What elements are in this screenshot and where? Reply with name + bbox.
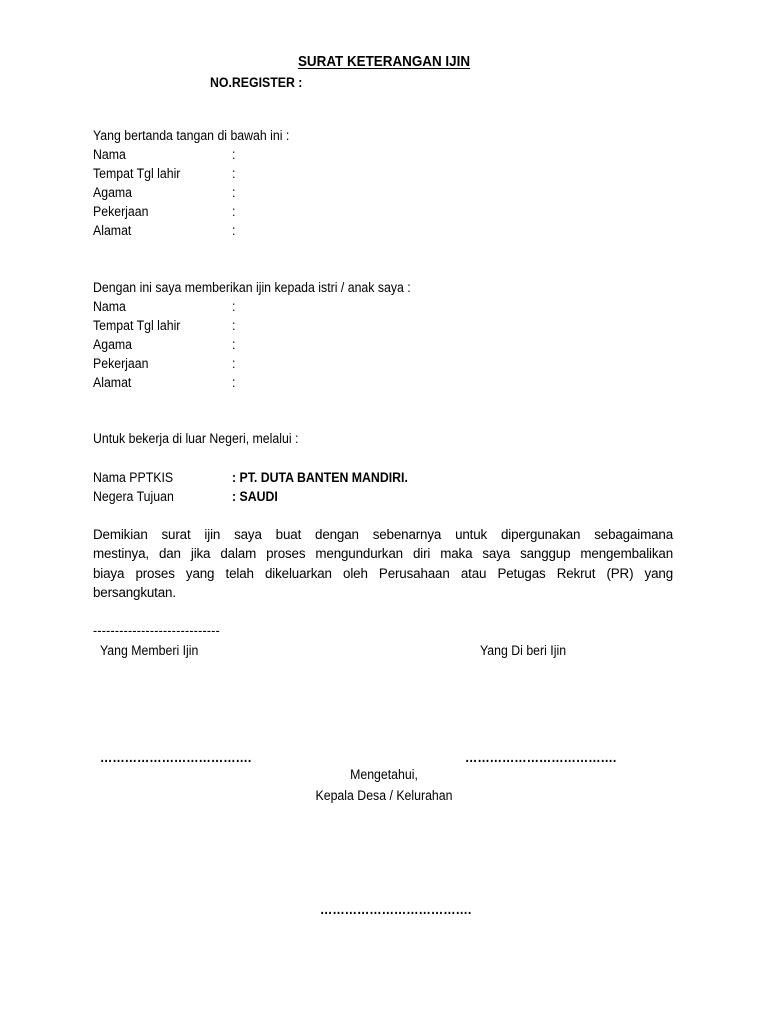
permission-intro: Dengan ini saya memberikan ijin kepada istri / anak saya : — [93, 280, 411, 295]
field-colon: : — [232, 147, 236, 162]
field-colon: : — [232, 185, 236, 200]
statement-line: bersangkutan. — [93, 585, 176, 600]
signatory-occupation-label: Pekerjaan — [93, 204, 149, 219]
permitted-religion-label: Agama — [93, 337, 133, 352]
giver-signature-line: ………………………………. — [100, 750, 252, 765]
receiver-signature-line: ………………………………. — [465, 750, 617, 765]
destination-label: Negera Tujuan — [93, 489, 174, 504]
permitted-occupation-label: Pekerjaan — [93, 356, 149, 371]
field-colon: : — [232, 318, 236, 333]
permitted-address-label: Alamat — [93, 375, 132, 390]
field-colon: : — [232, 166, 236, 181]
village-head-signature-line: ………………………………. — [320, 902, 472, 917]
permitted-name-label: Nama — [93, 299, 126, 314]
statement-line: biaya proses yang telah dikeluarkan oleh Perusahaan atau Petugas Rekrut (PR) yang — [93, 566, 673, 581]
field-colon: : — [232, 204, 236, 219]
field-colon: : — [232, 337, 236, 352]
register-label: NO.REGISTER : — [210, 75, 303, 90]
signatory-name-label: Nama — [93, 147, 126, 162]
work-abroad-intro: Untuk bekerja di luar Negeri, melalui : — [93, 431, 299, 446]
signatory-intro: Yang bertanda tangan di bawah ini : — [93, 128, 290, 143]
destination-value: : SAUDI — [232, 489, 278, 504]
dash-line: ----------------------------- — [93, 623, 220, 638]
field-colon: : — [232, 375, 236, 390]
statement-line: Demikian surat ijin saya buat dengan sebenarnya untuk dipergunakan sebagaimana — [93, 527, 673, 542]
village-head-label: Kepala Desa / Kelurahan — [315, 788, 453, 803]
document-title: SURAT KETERANGAN IJIN — [297, 54, 471, 70]
signatory-address-label: Alamat — [93, 223, 132, 238]
field-colon: : — [232, 223, 236, 238]
statement-line: mestinya, dan jika dalam proses mengundurkan diri maka saya sanggup mengembalikan — [93, 546, 673, 561]
acknowledged-label: Mengetahui, — [350, 767, 418, 782]
pptkis-label: Nama PPTKIS — [93, 470, 174, 485]
pptkis-value: : PT. DUTA BANTEN MANDIRI. — [232, 470, 408, 485]
field-colon: : — [232, 299, 236, 314]
receiver-label: Yang Di beri Ijin — [480, 643, 567, 658]
signatory-religion-label: Agama — [93, 185, 133, 200]
signatory-birth-label: Tempat Tgl lahir — [93, 166, 181, 181]
giver-label: Yang Memberi Ijin — [100, 643, 199, 658]
permitted-birth-label: Tempat Tgl lahir — [93, 318, 181, 333]
field-colon: : — [232, 356, 236, 371]
